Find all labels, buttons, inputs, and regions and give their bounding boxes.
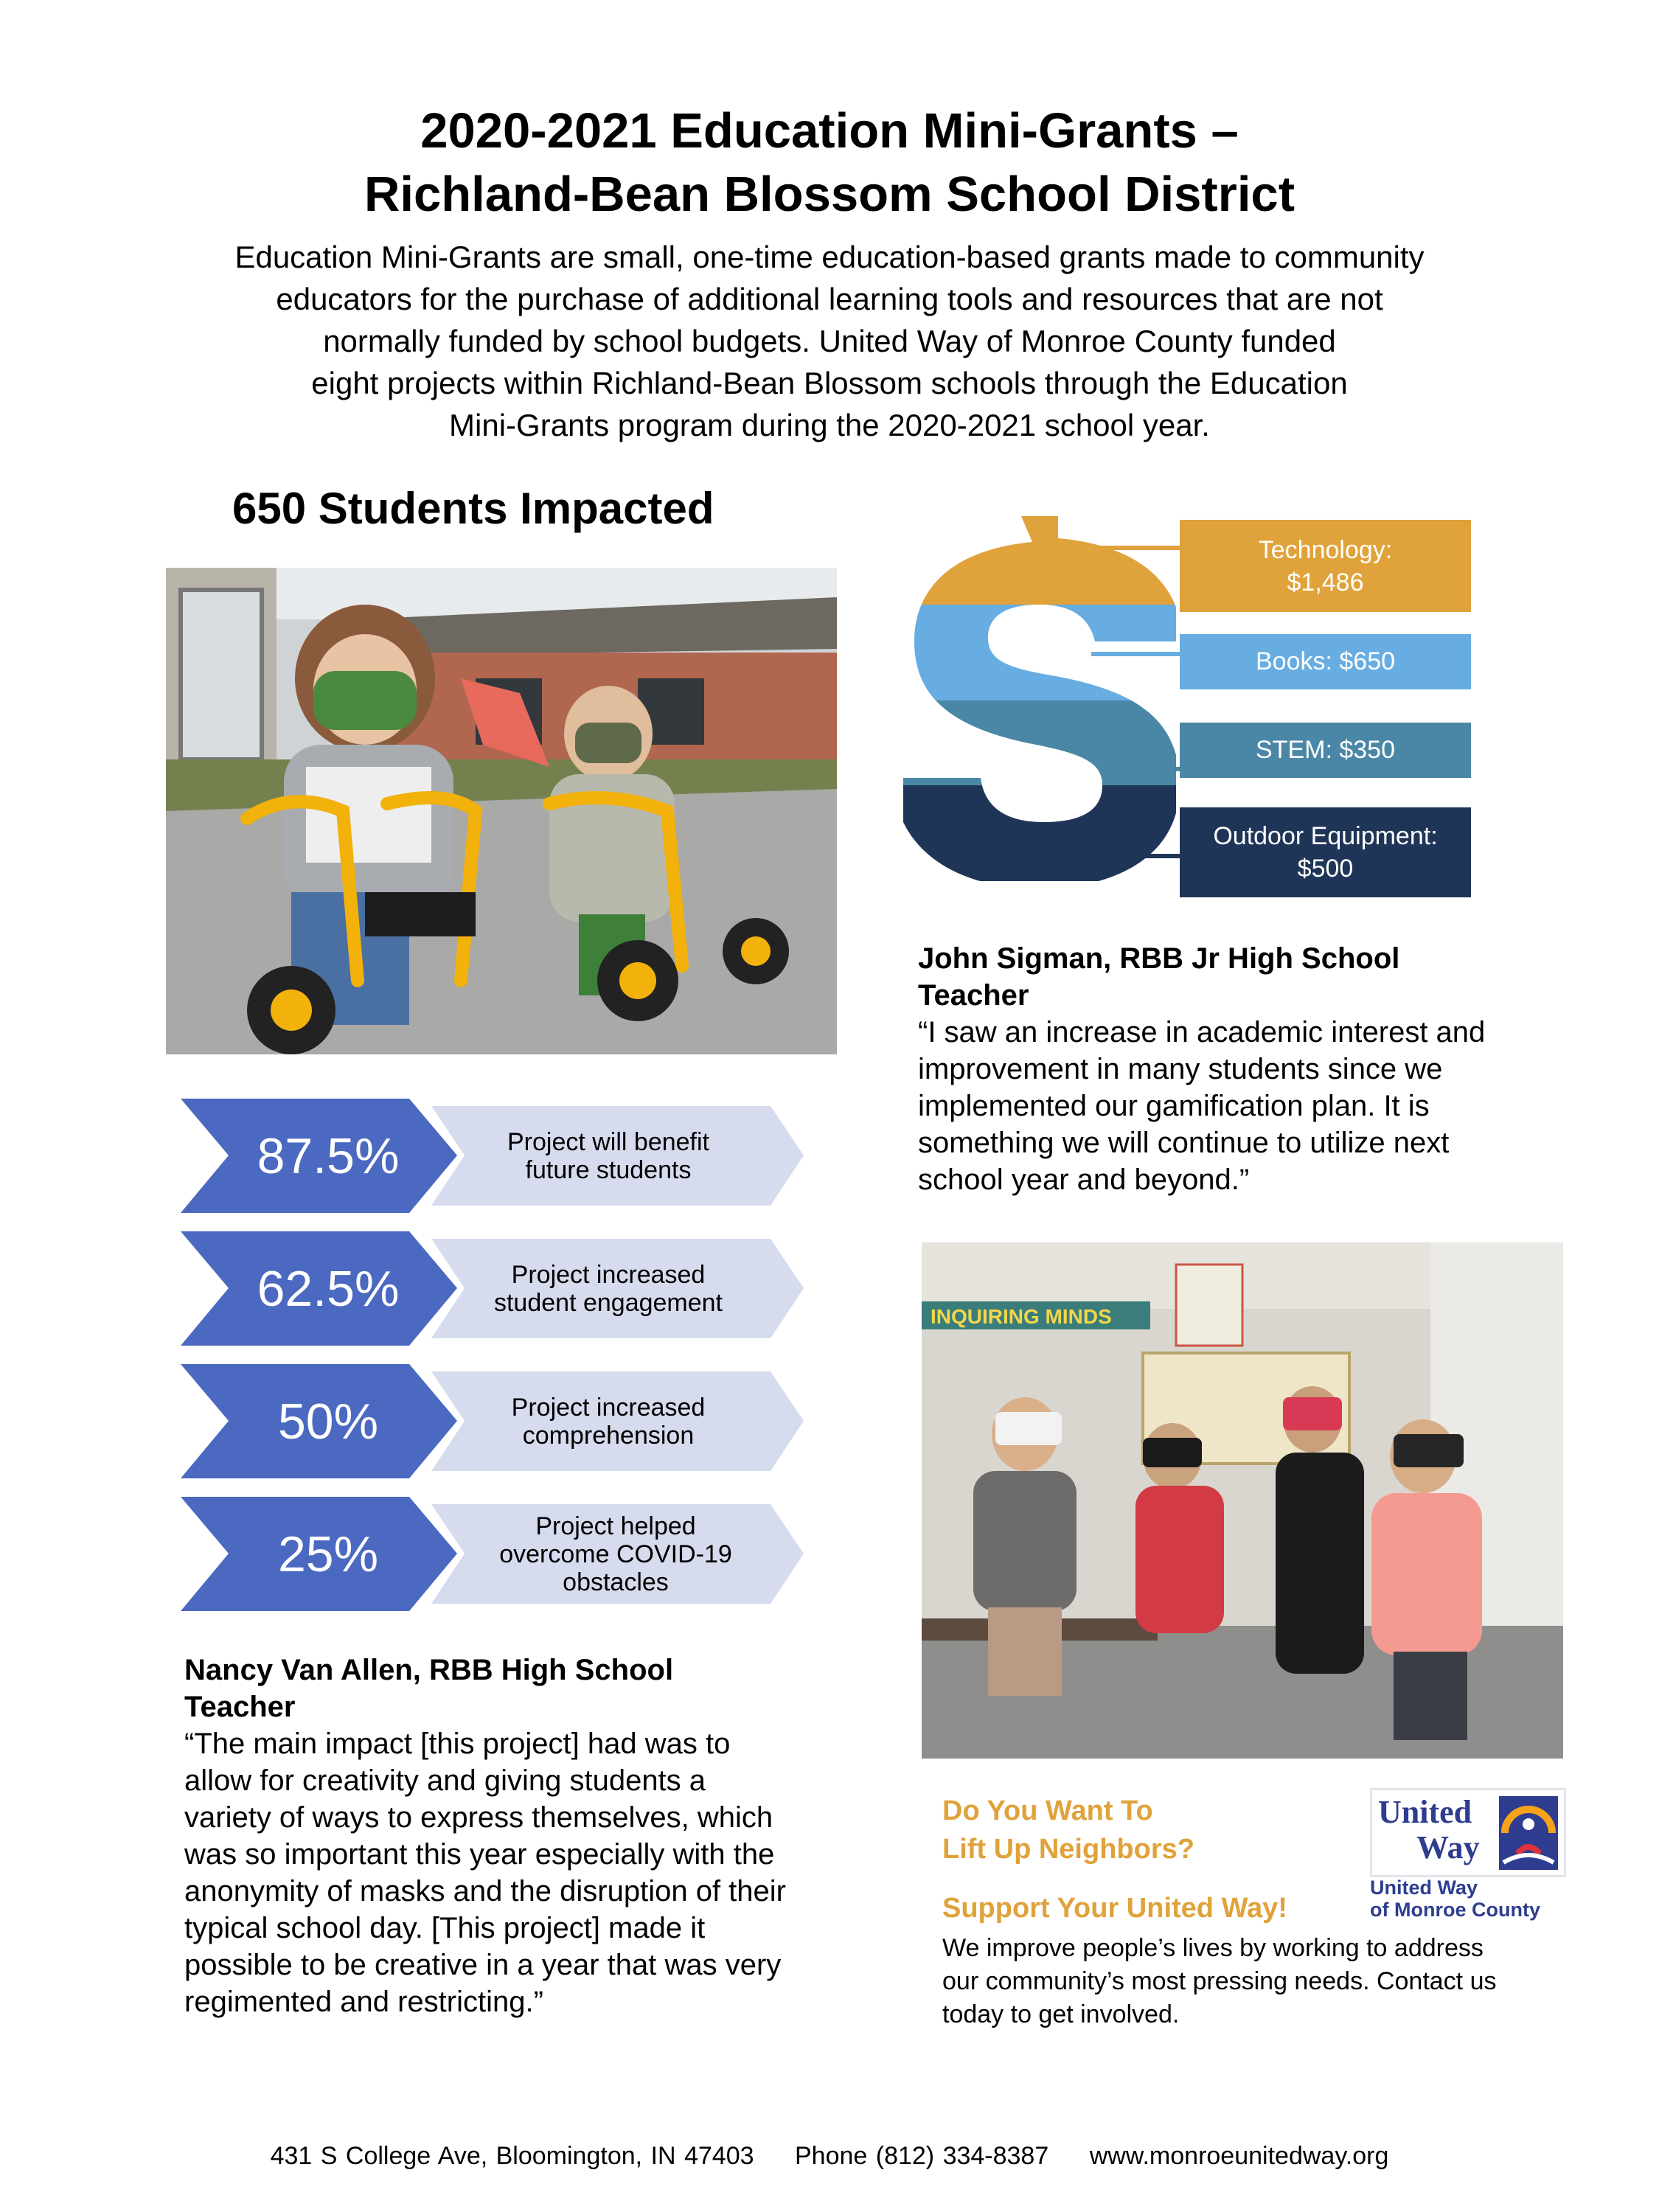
dollar-sign-graphic	[903, 516, 1176, 881]
stat-row	[181, 1099, 804, 1213]
mission-line: We improve people’s lives by working to address	[942, 1934, 1484, 1962]
footer	[0, 2142, 1659, 2171]
call-to-action	[942, 1792, 1355, 1927]
united-way-logo	[1370, 1788, 1562, 1921]
funding-label: Outdoor Equipment:	[1213, 822, 1438, 850]
funding-books-box	[1180, 634, 1471, 689]
classroom-banner-text: INQUIRING MINDS	[931, 1305, 1112, 1328]
stat-row	[181, 1364, 804, 1478]
quote-line: “I saw an increase in academic interest and	[918, 1016, 1486, 1048]
cta-line: Do You Want To	[942, 1795, 1153, 1826]
intro-line: Education Mini-Grants are small, one-time education-based grants made to community	[234, 240, 1425, 274]
mission-statement	[942, 1932, 1576, 2031]
intro-line: normally funded by school budgets. United Way of Monroe County funded	[323, 324, 1336, 358]
stat-label-line: overcome COVID-19	[499, 1540, 732, 1568]
quote-line: something we will continue to utilize next	[918, 1127, 1450, 1159]
stat-label	[468, 1504, 763, 1604]
stat-label-line: future students	[525, 1155, 692, 1184]
stat-percent: 62.5%	[257, 1260, 400, 1317]
vr-classroom-photo	[922, 1242, 1563, 1759]
quote-vanallen	[184, 1652, 848, 2020]
students-impacted-heading: 650 Students Impacted	[232, 484, 714, 533]
logo-subtitle	[1370, 1877, 1540, 1921]
logo-mark	[1370, 1788, 1566, 1877]
quote-author-role: Teacher	[184, 1691, 296, 1723]
page-title	[0, 100, 1659, 226]
footer-phone: Phone (812) 334-8387	[794, 2142, 1049, 2170]
quote-line: possible to be creative in a year that was very	[184, 1949, 782, 1981]
stat-label-line: obstacles	[563, 1568, 669, 1596]
quote-author: John Sigman, RBB Jr High School	[918, 942, 1400, 975]
title-line-1: 2020-2021 Education Mini-Grants –	[420, 103, 1239, 159]
mission-line: today to get involved.	[942, 2000, 1180, 2028]
funding-amount: $500	[1297, 855, 1354, 883]
stat-label	[468, 1106, 748, 1206]
quote-author-role: Teacher	[918, 979, 1029, 1012]
quote-line: implemented our gamification plan. It is	[918, 1090, 1430, 1122]
intro-line: educators for the purchase of additional learning tools and resources that are not	[276, 282, 1383, 316]
footer-address: 431 S College Ave, Bloomington, IN 47403	[270, 2142, 754, 2170]
stat-label	[468, 1239, 748, 1338]
logo-word: United	[1378, 1794, 1472, 1830]
quote-line: improvement in many students since we	[918, 1053, 1443, 1085]
quote-line: regimented and restricting.”	[184, 1986, 543, 2018]
stat-row	[181, 1497, 804, 1611]
footer-website-link[interactable]: www.monroeunitedway.org	[1089, 2142, 1389, 2170]
funding-label: STEM: $350	[1256, 736, 1395, 764]
funding-label: Books: $650	[1255, 647, 1396, 675]
funding-amount: $1,486	[1287, 568, 1364, 597]
stat-percent: 25%	[277, 1526, 379, 1582]
quote-line: anonymity of masks and the disruption of their	[184, 1875, 786, 1907]
stat-label-line: Project increased	[511, 1260, 706, 1289]
quote-author: Nancy Van Allen, RBB High School	[184, 1654, 674, 1686]
cta-support-line: Support Your United Way!	[942, 1893, 1287, 1924]
quote-line: was so important this year especially with the	[184, 1838, 775, 1871]
connector-line	[1091, 652, 1180, 656]
funding-stem-box	[1180, 723, 1471, 778]
intro-line: Mini-Grants program during the 2020-2021 school year.	[449, 408, 1210, 442]
stat-label-line: Project will benefit	[507, 1127, 709, 1156]
quote-sigman	[918, 940, 1567, 1198]
stat-row	[181, 1231, 804, 1346]
stat-label-line: comprehension	[522, 1421, 695, 1450]
connector-line	[1106, 854, 1180, 858]
funding-outdoor-box	[1180, 807, 1471, 897]
mission-line: our community’s most pressing needs. Contact us	[942, 1967, 1497, 1995]
logo-word: Way	[1416, 1829, 1480, 1865]
quote-line: “The main impact [this project] had was to	[184, 1728, 731, 1760]
funding-label: Technology:	[1258, 535, 1393, 564]
intro-paragraph	[166, 236, 1493, 446]
connector-line	[1121, 767, 1180, 771]
logo-subtitle-line: United Way	[1370, 1877, 1478, 1899]
intro-line: eight projects within Richland-Bean Blossom schools through the Education	[311, 366, 1348, 400]
logo-subtitle-line: of Monroe County	[1370, 1899, 1540, 1921]
funding-technology-box	[1180, 520, 1471, 612]
stat-label-line: Project helped	[535, 1512, 696, 1540]
stat-percent: 87.5%	[257, 1127, 400, 1184]
title-line-2: Richland-Bean Blossom School District	[364, 167, 1295, 222]
quote-line: school year and beyond.”	[918, 1164, 1250, 1196]
quote-line: allow for creativity and giving students a	[184, 1764, 706, 1797]
stat-label	[468, 1371, 748, 1471]
connector-line	[1047, 546, 1180, 550]
tricycle-photo	[166, 568, 837, 1054]
stat-label-line: Project increased	[511, 1393, 706, 1422]
united-way-hand-icon	[1499, 1796, 1558, 1870]
stat-percent: 50%	[277, 1393, 379, 1450]
stat-label-line: student engagement	[493, 1288, 723, 1317]
quote-line: typical school day. [This project] made it	[184, 1912, 706, 1944]
quote-line: variety of ways to express themselves, which	[184, 1801, 773, 1834]
cta-line: Lift Up Neighbors?	[942, 1834, 1194, 1865]
